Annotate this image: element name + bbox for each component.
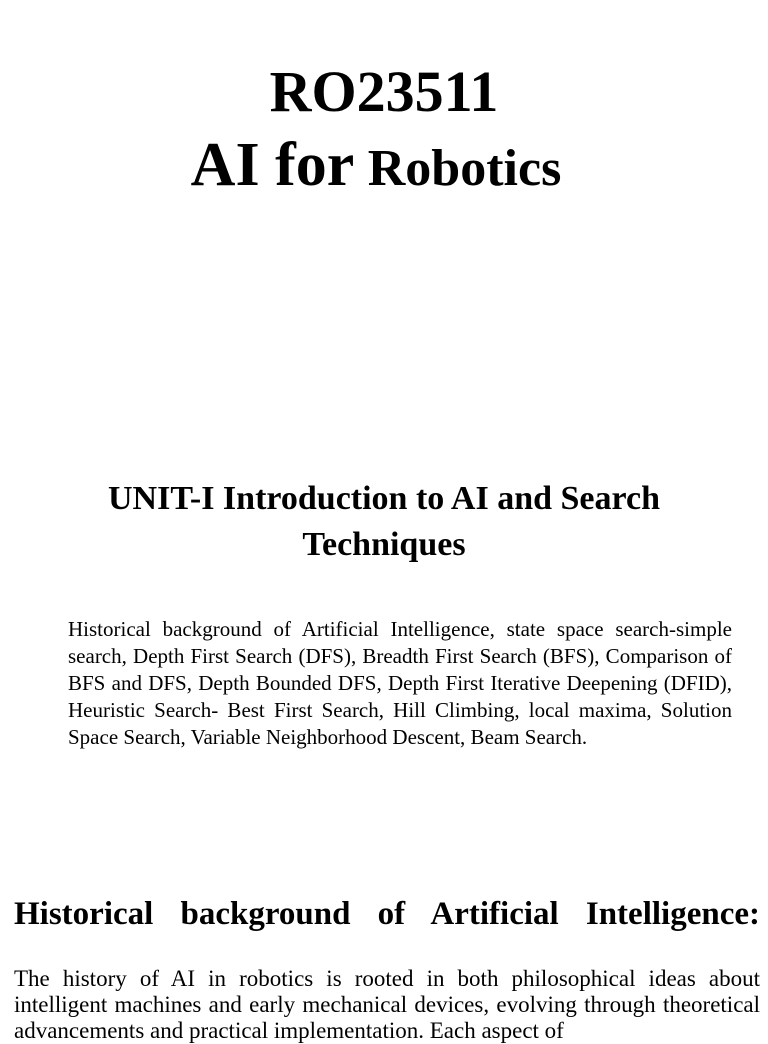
course-title-robotics: Robotics (367, 140, 562, 197)
section-body: The history of AI in robotics is rooted in both philosophical ideas about intelligent machines and early mechanical devices, evolving through theoretical advancements and practical implementation. Each aspect of (14, 966, 760, 1043)
section-heading: Historical background of Artificial Intelligence: (14, 896, 760, 932)
course-title-ai: AI for (190, 131, 355, 199)
course-code: RO23511 (269, 59, 499, 124)
unit-syllabus: Historical background of Artificial Intelligence, state space search-simple search, Depth First Search (DFS), Breadth First Search (BFS), Comparison of BFS and DFS, Depth Bounded DFS, Depth First Iterative Deepening (DFID), Heuristic Search- Best First Search, Hill Climbing, local maxima, Solution Space Search, Variable Neighborhood Descent, Beam Search. (68, 617, 732, 749)
course-title (0, 130, 752, 204)
unit-heading: UNIT-I Introduction to AI and Search Techniques (107, 480, 660, 563)
